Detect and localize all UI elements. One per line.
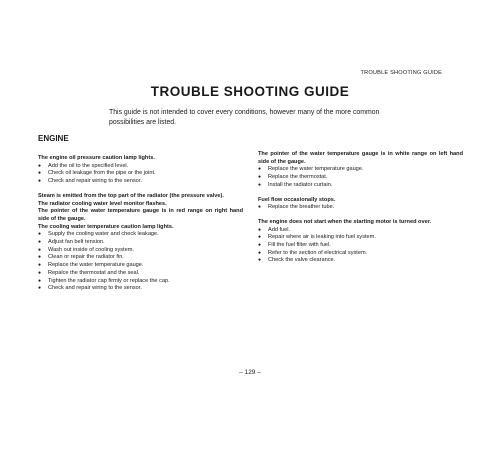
page-title: TROUBLE SHOOTING GUIDE <box>150 84 350 99</box>
remedy-item: ● Check oil leakage from the pipe or the joint. <box>38 170 243 178</box>
remedy-item: ● Add the oil to the specified level. <box>38 163 243 171</box>
remedy-item: ● Install the radiator curtain. <box>258 182 463 190</box>
remedy-item: ● Clean or repair the radiator fin. <box>38 254 243 262</box>
remedy-item: ● Repalce the thermostat and the seal. <box>38 270 243 278</box>
right-column <box>258 151 463 272</box>
remedy-item: ● Adjust fan belt tension. <box>38 239 243 247</box>
remedy-item: ● Supply the cooling water and check leakage. <box>38 231 243 239</box>
remedy-list <box>258 166 463 189</box>
remedy-item: ● Refer to the section of electrical system. <box>258 250 463 258</box>
condition-text: The cooling water temperature caution lamp lights. <box>38 223 174 230</box>
remedy-item: ● Fill the fuel filter with fuel. <box>258 242 463 250</box>
remedy-list <box>38 231 243 293</box>
left-column <box>38 155 243 300</box>
remedy-item: ● Replace the water temperature gauge. <box>38 262 243 270</box>
remedy-item: ● Replace the breather tube. <box>258 204 463 212</box>
remedy-list <box>258 227 463 266</box>
condition-text: The pointer of the water temperature gauge is in white range on left hand side of the gauge. <box>258 151 463 165</box>
running-header: TROUBLE SHOOTING GUIDE <box>360 70 442 76</box>
remedy-list <box>38 163 243 186</box>
condition-text: The engine does not start when the starting motor is turned over. <box>258 218 432 225</box>
remedy-item: ● Check the valve clearance. <box>258 257 463 265</box>
remedy-item: ● Replace the water temperature gauge. <box>258 166 463 174</box>
remedy-item: ● Check and repair wiring to the sensor. <box>38 178 243 186</box>
condition-text: The pointer of the water temperature gauge is in red range on right hand side of the gauge. <box>38 208 243 222</box>
condition-text: The engine oil pressure caution lamp lights. <box>38 155 155 161</box>
remedy-item: ● Add fuel. <box>258 227 463 235</box>
condition-text: Steam is emitted from the top part of the radiator (the pressure valve). <box>38 192 224 199</box>
trouble-block <box>258 151 463 190</box>
page-number: – 129 – <box>239 369 261 376</box>
trouble-block <box>258 197 463 212</box>
remedy-item: ● Repair where air is leaking into fuel system. <box>258 234 463 242</box>
remedy-item: ● Replace the thermostat. <box>258 174 463 182</box>
trouble-block <box>258 219 463 265</box>
remedy-item: ● Check and repair wiring to the sensor. <box>38 285 243 293</box>
condition-text: Fuel flow occasionally stops. <box>258 196 336 203</box>
condition-text: The radiator cooling water level monitor flashes. <box>38 200 167 207</box>
intro-paragraph: This guide is not intended to cover every conditions, however many of the more common possibilities are listed. <box>109 109 380 126</box>
remedy-item: ● Wash out inside of cooling system. <box>38 247 243 255</box>
trouble-block <box>38 193 243 293</box>
trouble-block <box>38 155 243 186</box>
remedy-list <box>258 204 463 212</box>
section-heading: ENGINE <box>38 134 69 143</box>
remedy-item: ● Tighten the radiator cap firmly or replace the cap. <box>38 278 243 286</box>
